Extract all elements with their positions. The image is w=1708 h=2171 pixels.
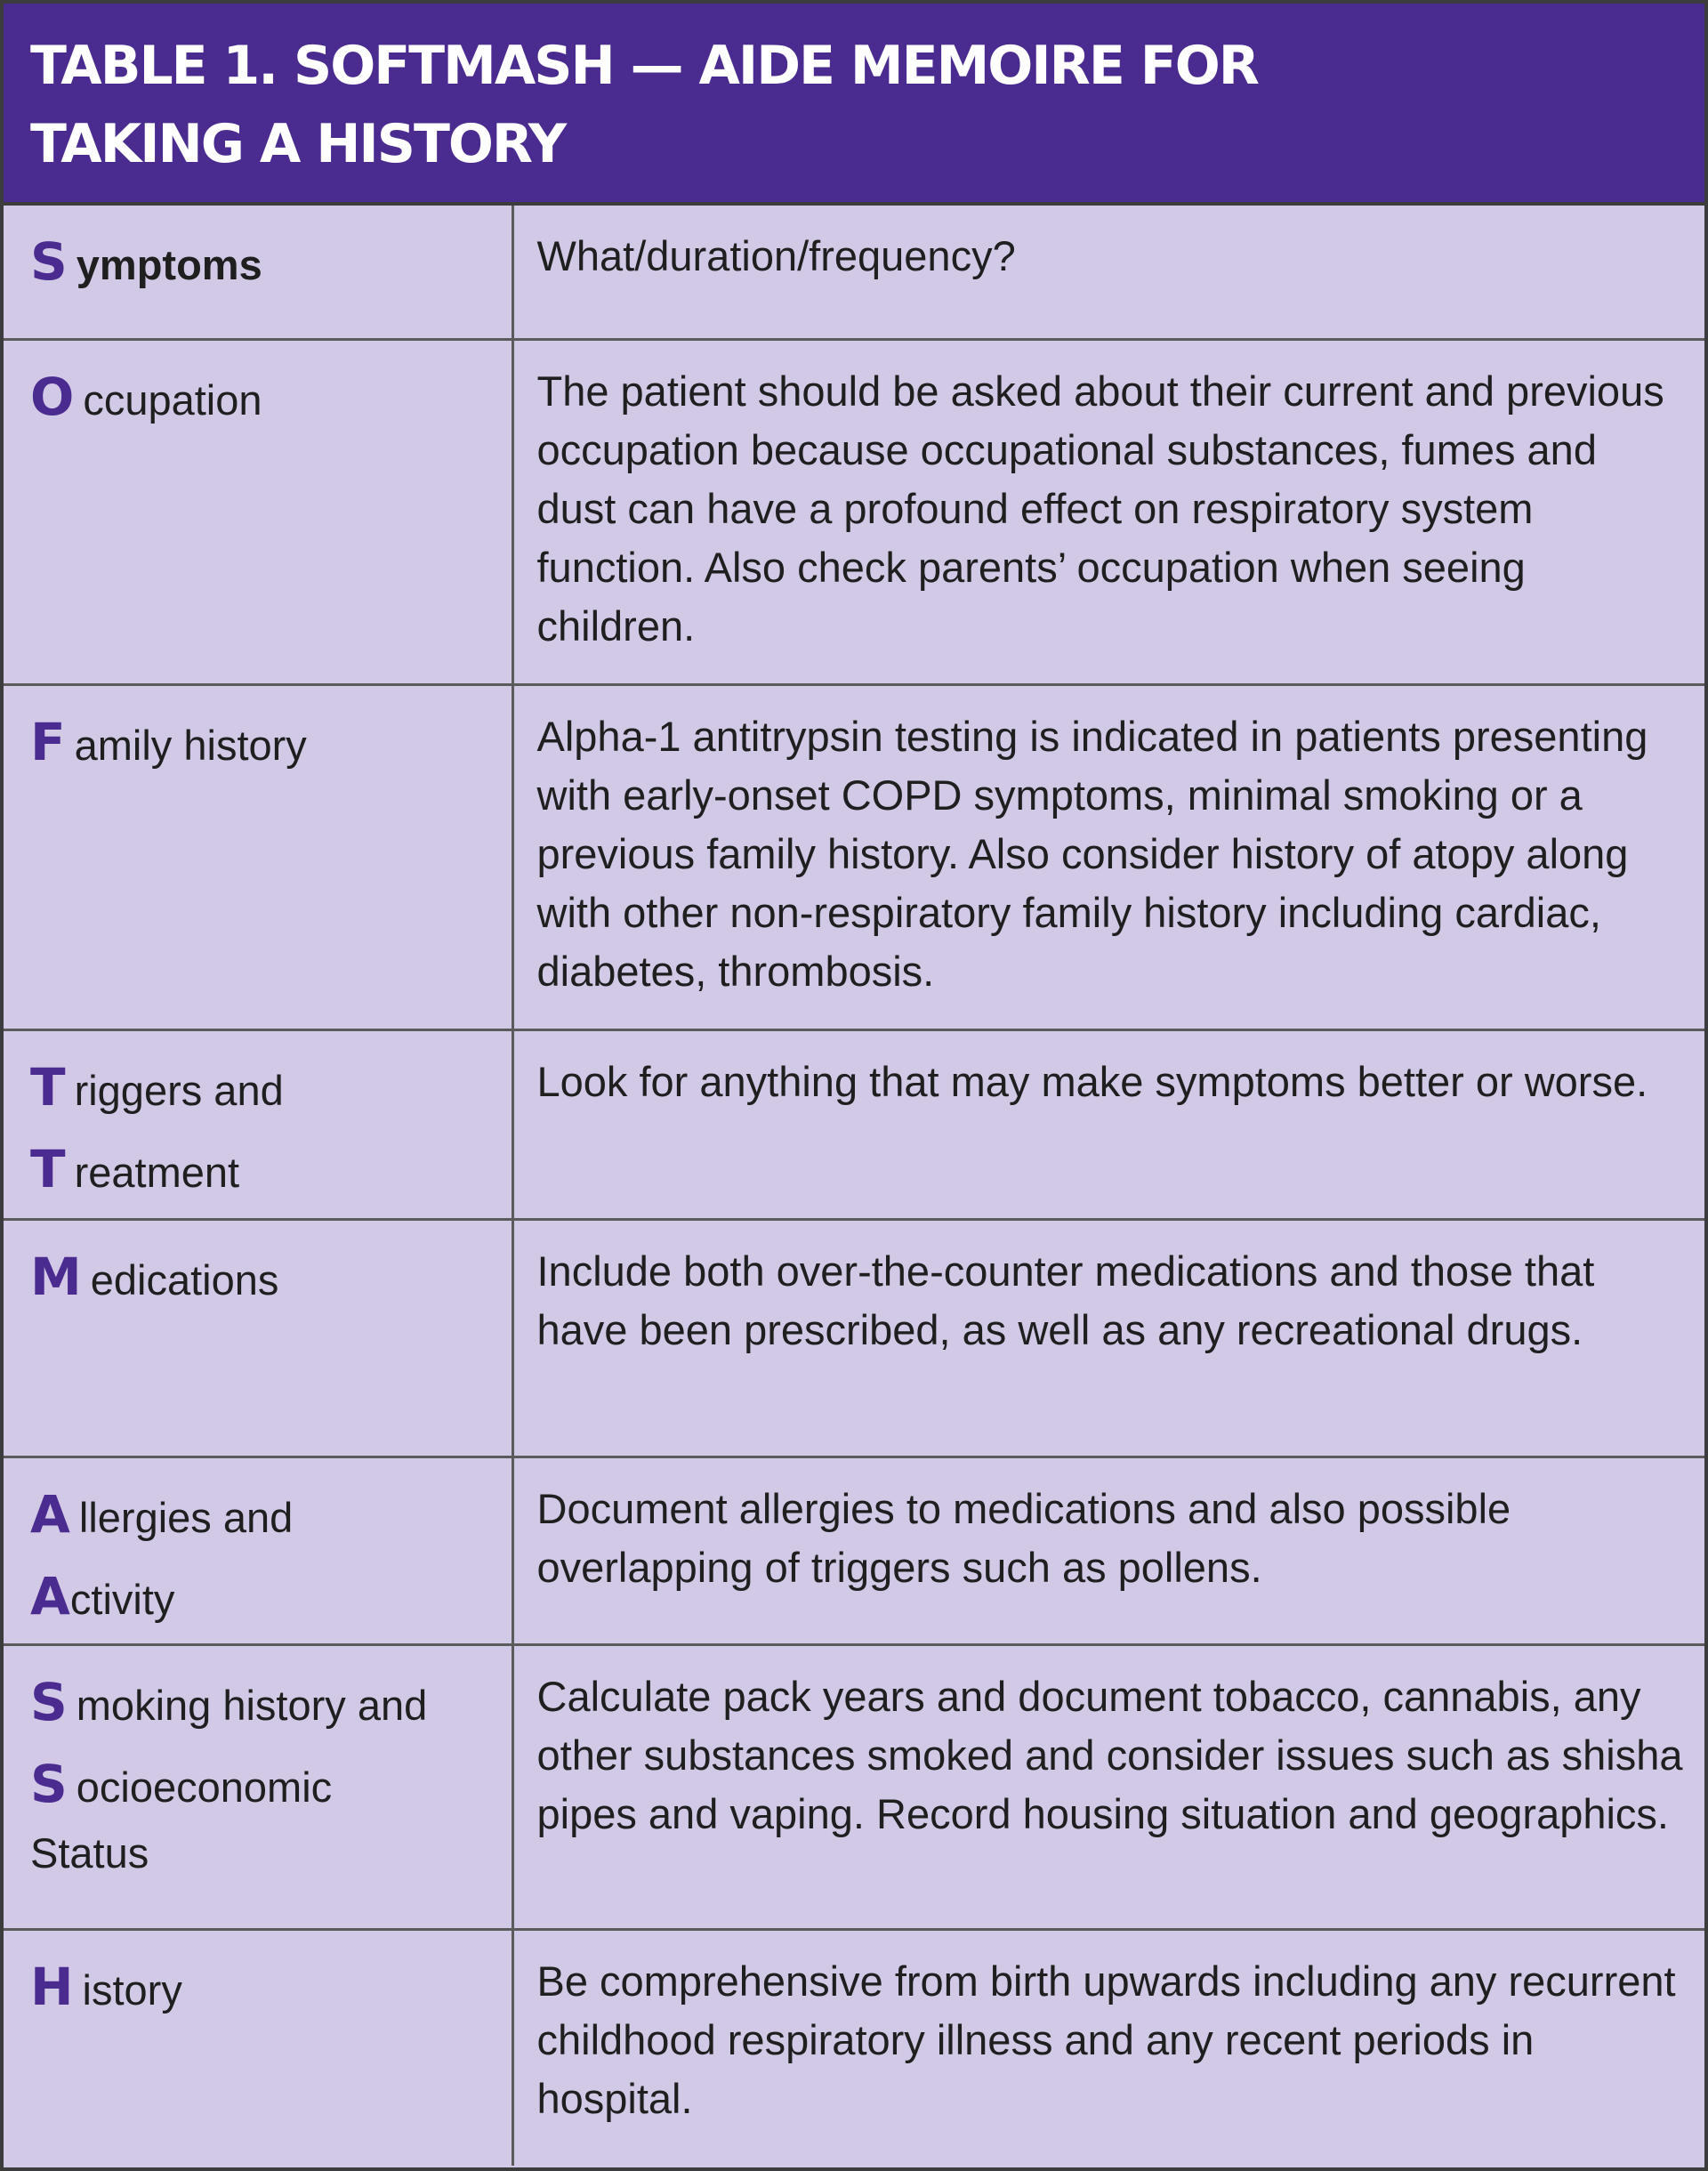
term-line — [30, 1567, 503, 1629]
term-line — [30, 1247, 503, 1310]
term-rest: ctivity — [69, 1575, 175, 1623]
table-row — [4, 684, 1704, 1029]
table-row — [4, 206, 1704, 339]
term-line — [30, 1673, 503, 1735]
table-title — [4, 4, 1704, 206]
term-rest: ccupation — [83, 375, 262, 424]
mnemonic-term — [4, 1029, 512, 1219]
term-initial: H — [30, 1956, 74, 2017]
table-row — [4, 1219, 1704, 1457]
term-initial: M — [30, 1246, 82, 1307]
term-description: Document allergies to medications and also possible overlapping of triggers such as pollens. — [512, 1457, 1704, 1644]
term-description: Include both over-the-counter medications and those that have been prescribed, as well as any recreational drugs. — [512, 1219, 1704, 1457]
term-line — [30, 1824, 503, 1883]
table-row — [4, 339, 1704, 684]
mnemonic-term — [4, 339, 512, 684]
term-rest: istory — [82, 1965, 182, 2014]
table-row — [4, 1457, 1704, 1644]
term-line — [30, 713, 503, 775]
table-title-line-1: TABLE 1. SOFTMASH — AIDE MEMOIRE FOR — [30, 35, 1258, 97]
term-line — [30, 1058, 503, 1120]
table-title-line-2: TAKING A HISTORY — [30, 113, 566, 175]
term-line — [30, 1957, 503, 2020]
term-initial: A — [30, 1565, 70, 1626]
term-initial: S — [30, 231, 68, 292]
term-rest: riggers and — [74, 1066, 284, 1114]
mnemonic-term — [4, 206, 512, 339]
term-rest: ymptoms — [76, 241, 262, 288]
table-row — [4, 1029, 1704, 1219]
mnemonic-term — [4, 684, 512, 1029]
term-description: Look for anything that may make symptoms better or worse. — [512, 1029, 1704, 1219]
term-rest: amily history — [74, 721, 307, 769]
term-line — [30, 367, 503, 430]
term-line — [30, 232, 503, 295]
term-initial: F — [30, 711, 66, 772]
term-description: What/duration/frequency? — [512, 206, 1704, 339]
term-initial: A — [30, 1483, 70, 1545]
mnemonic-term — [4, 1644, 512, 1929]
term-initial: T — [30, 1138, 66, 1199]
term-rest: reatment — [74, 1148, 240, 1196]
term-rest: moking history and — [76, 1681, 428, 1729]
term-rest: ocioeconomic — [76, 1763, 333, 1811]
term-rest: llergies and — [78, 1493, 294, 1541]
term-initial: S — [30, 1753, 68, 1814]
table-row — [4, 1644, 1704, 1929]
term-rest: edications — [90, 1255, 279, 1303]
mnemonic-term — [4, 1929, 512, 2166]
term-line — [30, 1755, 503, 1817]
term-initial: S — [30, 1671, 68, 1732]
term-description: Alpha-1 antitrypsin testing is indicated in patients presenting with early-onset COPD symptoms, minimal smoking or a previous family history. Also consider history of atopy along with other non-respiratory family history including cardiac, diabetes, thrombosis. — [512, 684, 1704, 1029]
mnemonic-table — [4, 206, 1704, 2166]
term-line — [30, 1140, 503, 1202]
mnemonic-term — [4, 1457, 512, 1644]
table-row — [4, 1929, 1704, 2166]
term-rest: Status — [30, 1828, 149, 1876]
term-line — [30, 1485, 503, 1547]
term-description: Be comprehensive from birth upwards including any recurrent childhood respiratory illness and any recent periods in hospital. — [536, 1957, 1676, 2122]
term-description: Calculate pack years and document tobacco, cannabis, any other substances smoked and consider issues such as shisha pipes and vaping. Record housing situation and geographics. — [512, 1644, 1704, 1929]
term-initial: T — [30, 1056, 66, 1118]
term-description: The patient should be asked about their current and previous occupation because occupational substances, fumes and dust can have a profound effect on respiratory system function. Also check parents’ occupation when seeing children. — [512, 339, 1704, 684]
term-initial: O — [30, 366, 75, 427]
mnemonic-term — [4, 1219, 512, 1457]
